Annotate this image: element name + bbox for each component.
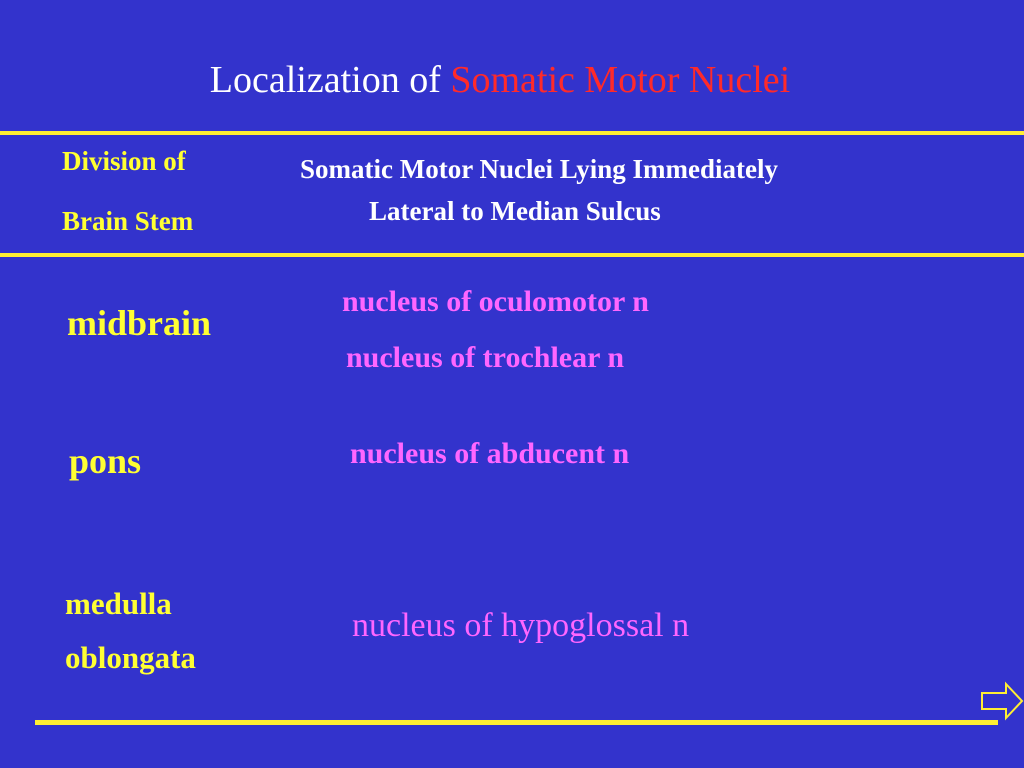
header-division-line1: Division of — [62, 146, 186, 176]
division-midbrain: midbrain — [67, 303, 212, 343]
header-nuclei-line1: Somatic Motor Nuclei Lying Immediately — [300, 154, 778, 184]
top-rule — [0, 131, 1024, 135]
nucleus-hypoglossal: nucleus of hypoglossal n — [352, 607, 690, 644]
title-prefix: Localization of — [209, 59, 441, 101]
nucleus-oculomotor: nucleus of oculomotor n — [342, 285, 649, 318]
division-medulla-line1: medulla — [65, 586, 172, 621]
header-division-line2: Brain Stem — [62, 206, 194, 236]
slide-title — [0, 58, 1000, 102]
division-medulla-line2: oblongata — [65, 640, 196, 675]
division-pons: pons — [69, 441, 142, 481]
header-bottom-rule — [0, 253, 1024, 257]
nucleus-abducent: nucleus of abducent n — [350, 437, 630, 470]
bottom-rule — [35, 720, 998, 725]
title-accent: Somatic Motor Nuclei — [450, 59, 791, 101]
nucleus-trochlear: nucleus of trochlear n — [346, 341, 625, 374]
right-arrow-icon[interactable] — [980, 681, 1024, 721]
header-nuclei-line2: Lateral to Median Sulcus — [369, 196, 661, 226]
